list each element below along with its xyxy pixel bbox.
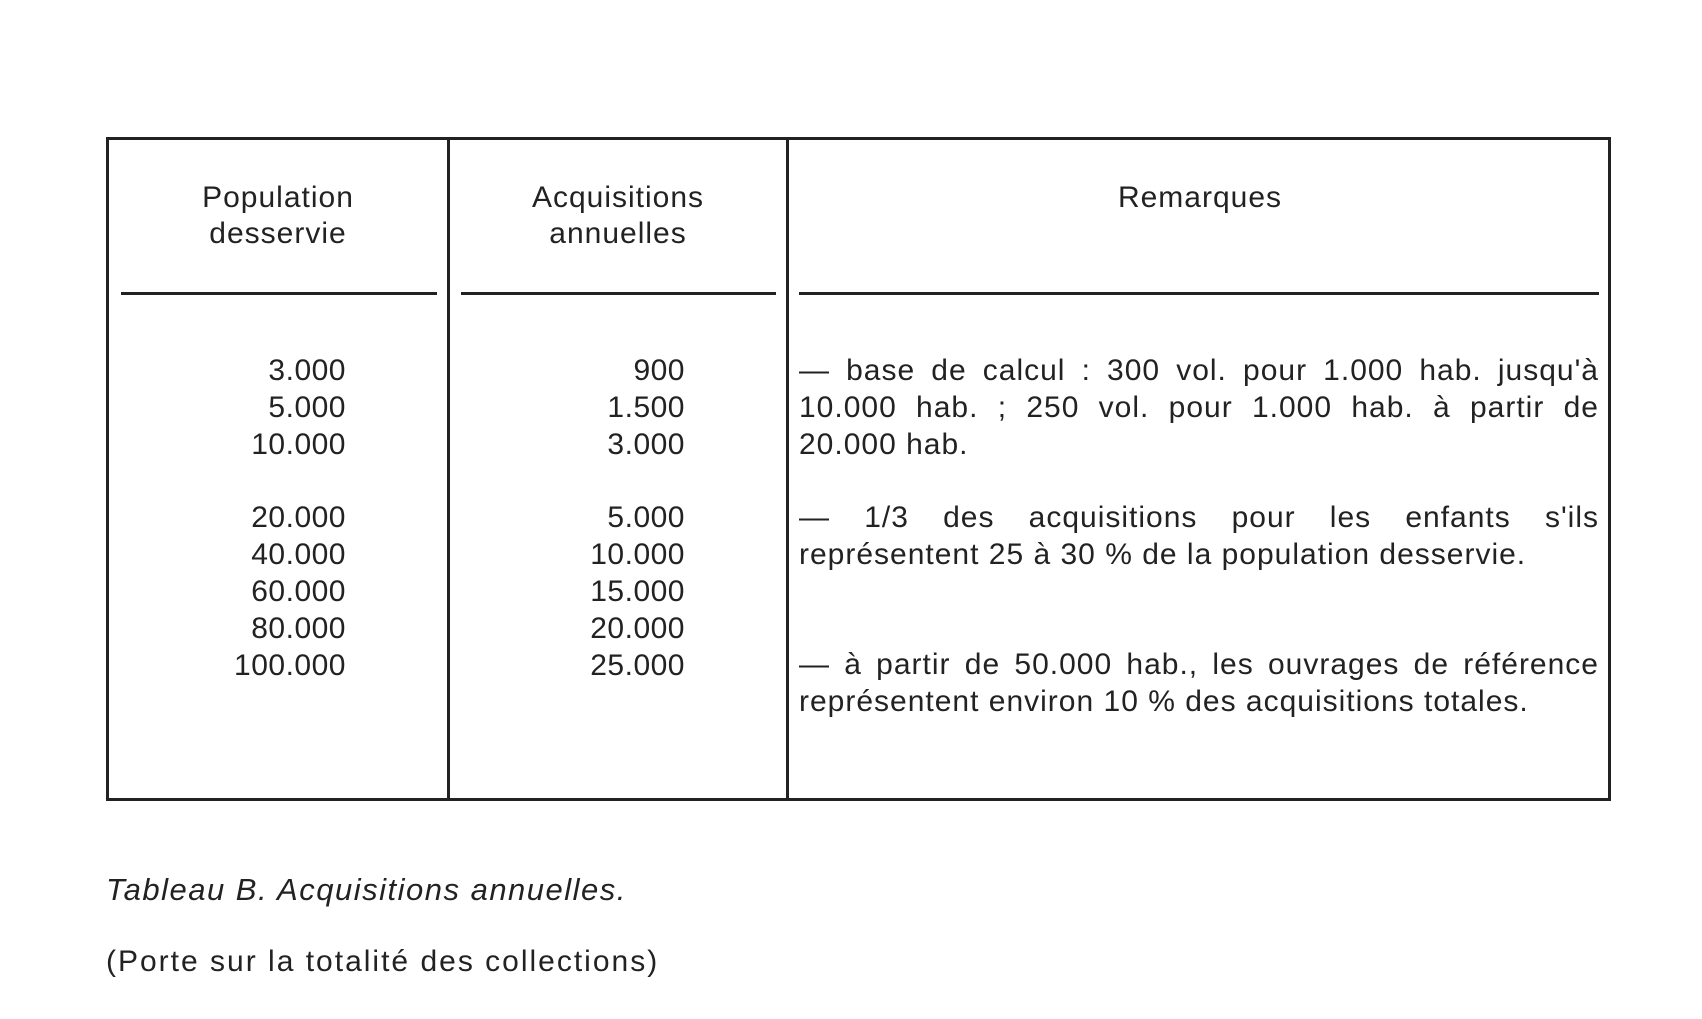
header-population-line2: desservie (209, 217, 347, 250)
header-rule (121, 292, 437, 295)
acquisitions-cell: 900 (633, 354, 685, 387)
header-population (109, 180, 447, 252)
acquisitions-cell: 20.000 (590, 612, 685, 645)
acquisitions-cell: 15.000 (590, 575, 685, 608)
acquisitions-cell: 3.000 (607, 428, 685, 461)
table-note: (Porte sur la totalité des collections) (106, 945, 660, 978)
population-group-2 (109, 499, 346, 684)
header-acquisitions-line2: annuelles (549, 217, 687, 250)
header-rule (461, 292, 776, 295)
acquisitions-cell: 25.000 (590, 649, 685, 682)
population-cell: 80.000 (251, 612, 346, 645)
header-remarques: Remarques (1117, 181, 1283, 214)
table-caption: Tableau B. Acquisitions annuelles. (106, 872, 627, 907)
population-cell: 20.000 (251, 501, 346, 534)
population-cell: 5.000 (268, 391, 346, 424)
population-cell: 60.000 (251, 575, 346, 608)
header-rule (799, 292, 1599, 295)
acquisitions-table (106, 137, 1611, 801)
population-cell: 100.000 (234, 649, 346, 682)
acquisitions-cell: 5.000 (607, 501, 685, 534)
remark-enfants: — 1/3 des acquisitions pour les enfants s'ils représentent 25 à 30 % de la population desservie. (799, 501, 1599, 571)
population-cell: 10.000 (251, 428, 346, 461)
acquisitions-cell: 1.500 (607, 391, 685, 424)
header-acquisitions (450, 180, 786, 252)
population-cell: 40.000 (251, 538, 346, 571)
acquisitions-group-1 (450, 352, 685, 463)
header-population-line1: Population (202, 181, 354, 214)
population-cell: 3.000 (268, 354, 346, 387)
acquisitions-group-2 (450, 499, 685, 684)
population-group-1 (109, 352, 346, 463)
acquisitions-cell: 10.000 (590, 538, 685, 571)
column-separator (786, 140, 789, 798)
remark-base-calcul: — base de calcul : 300 vol. pour 1.000 hab. jusqu'à 10.000 hab. ; 250 vol. pour 1.000 hab. à partir de 20.000 hab. (799, 354, 1599, 461)
remark-ouvrages-reference: — à partir de 50.000 hab., les ouvrages de référence représentent environ 10 % des acquisitions totales. (799, 648, 1599, 718)
header-acquisitions-line1: Acquisitions (531, 181, 705, 214)
